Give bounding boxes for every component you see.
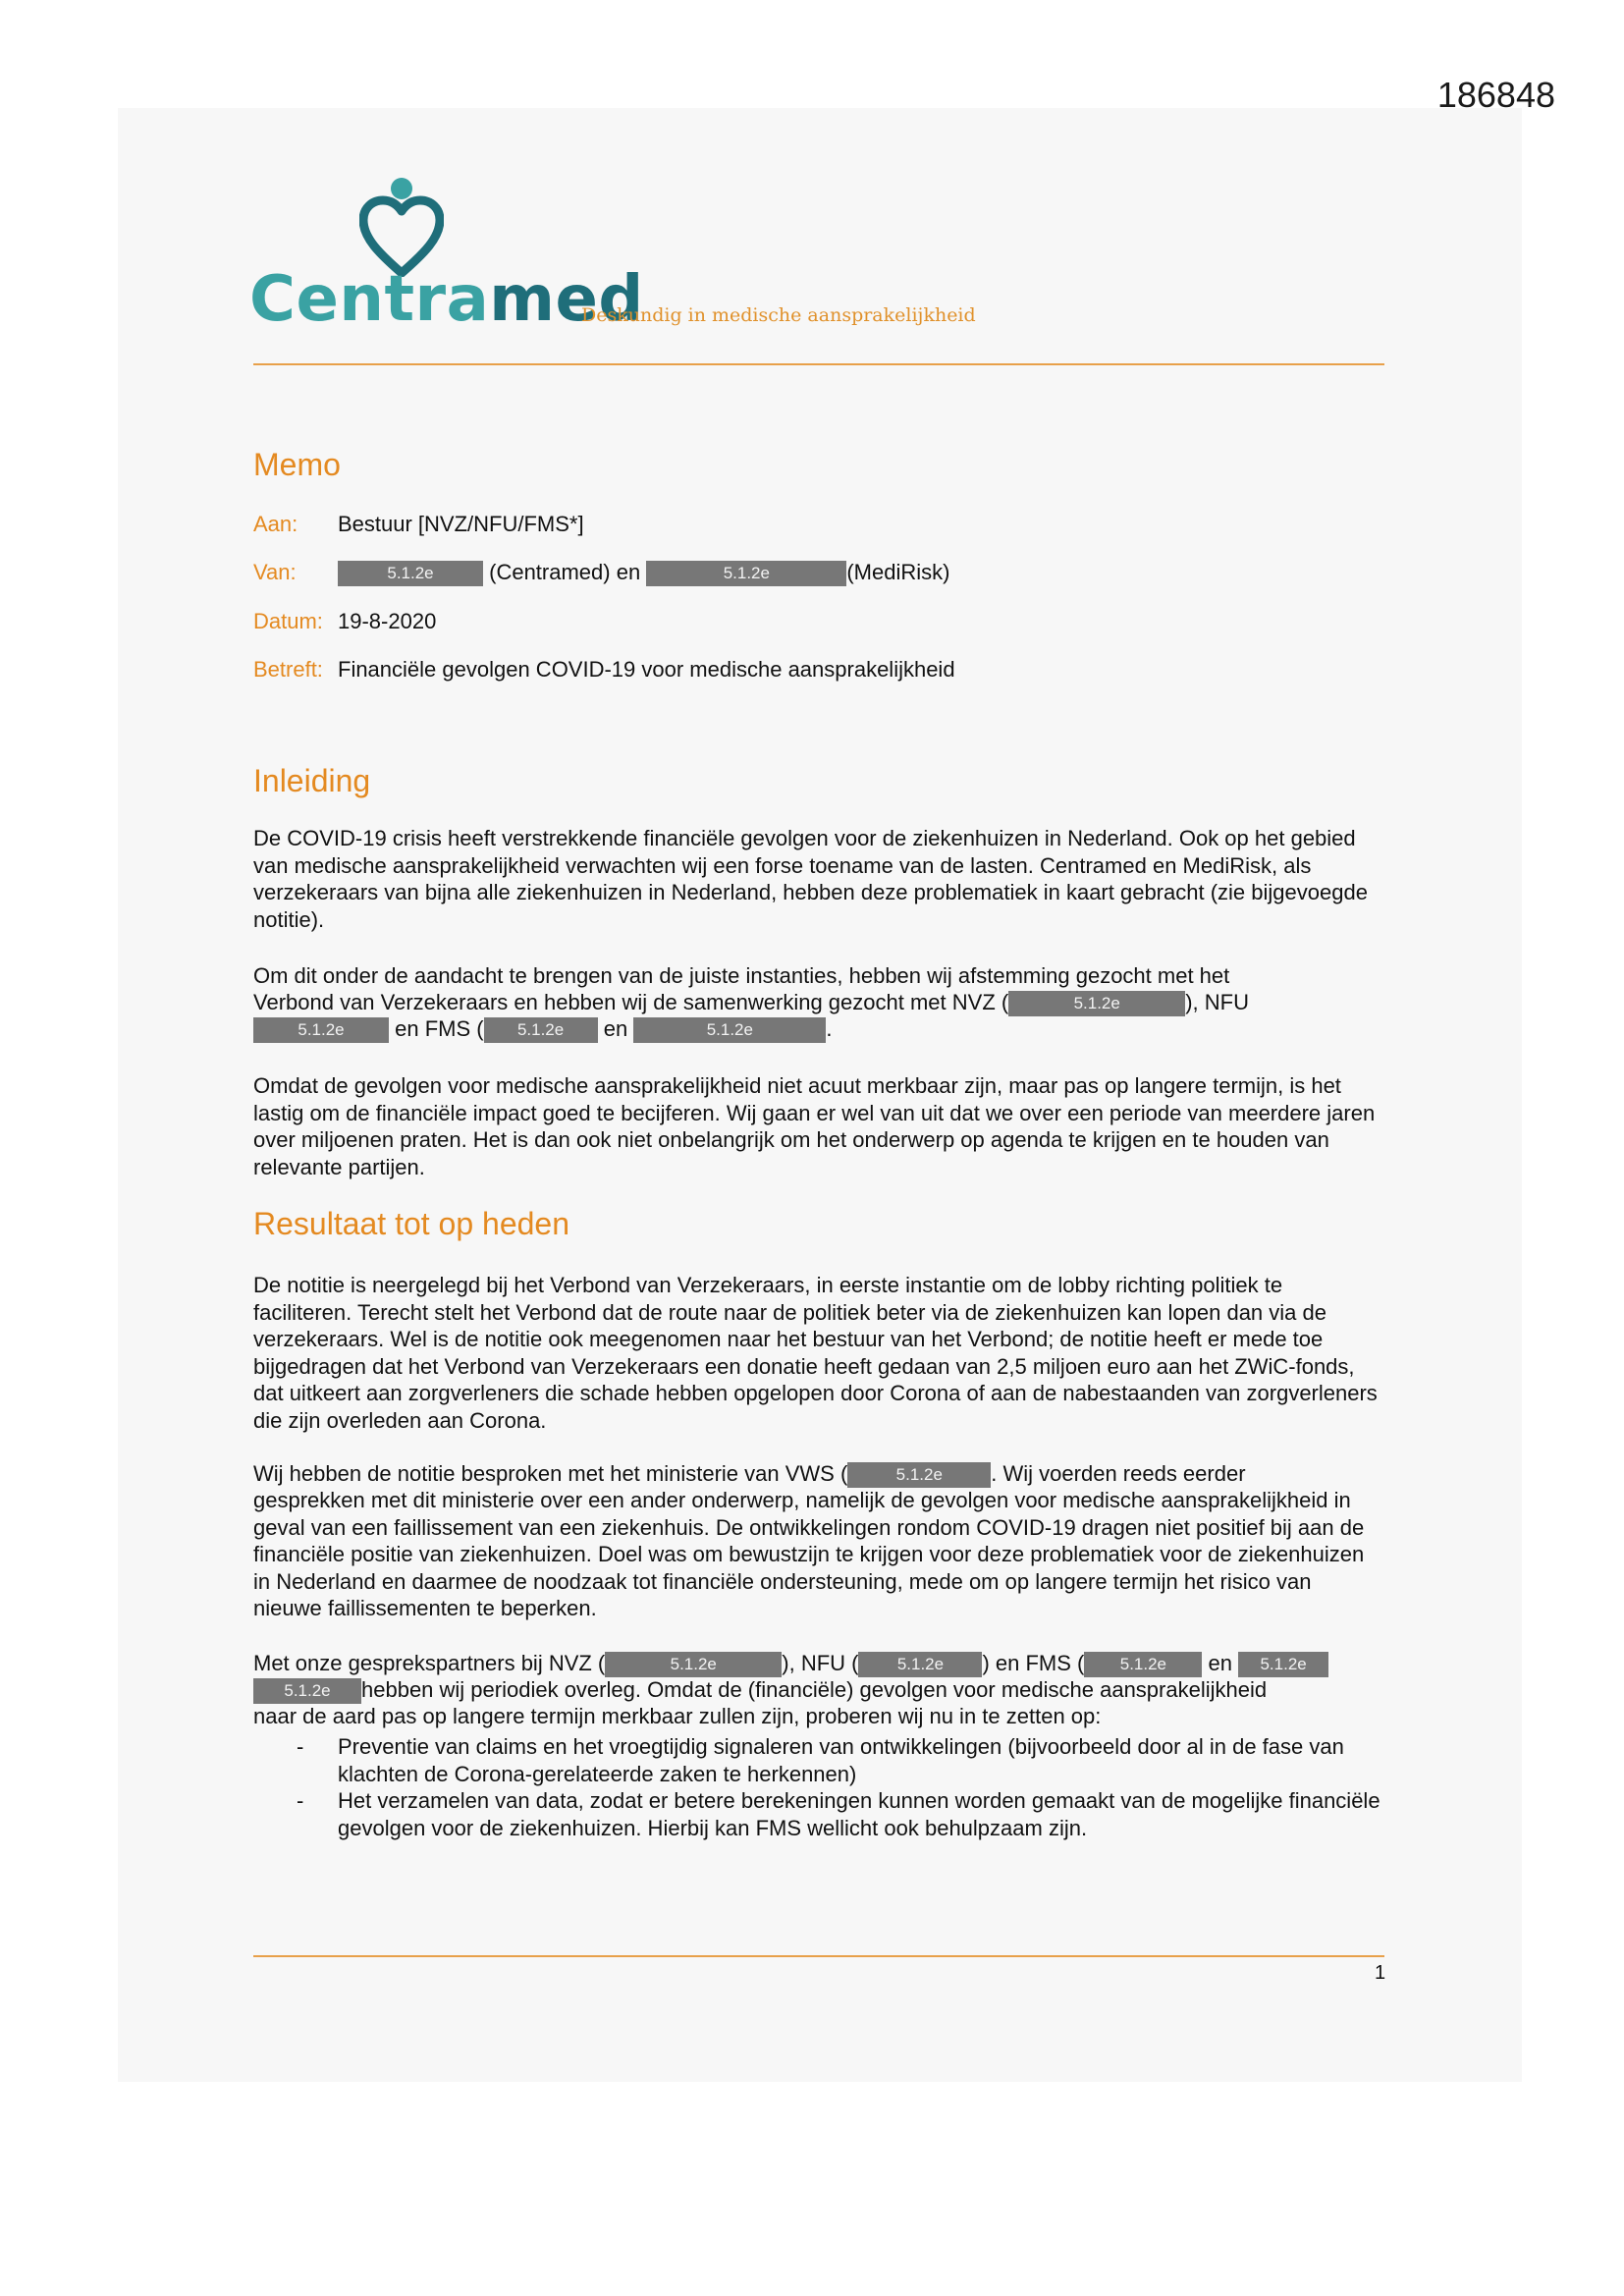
redaction-box: 5.1.2e (633, 1017, 826, 1043)
list-item: - Het verzamelen van data, zodat er betere berekeningen kunnen worden gemaakt van de mogelijke financiële gevolgen voor de ziekenhuizen. Hierbij kan FMS wellicht ook behulpzaam zijn. (253, 1787, 1384, 1841)
section-title-inleiding: Inleiding (253, 763, 371, 798)
inleiding-p2-line-1: Om dit onder de aandacht te brengen van de juiste instanties, hebben wij afstemming gezocht met het (253, 963, 1230, 988)
aan-value: Bestuur [NVZ/NFU/FMS*] (338, 512, 584, 536)
inleiding-paragraph-1: De COVID-19 crisis heeft verstrekkende financiële gevolgen voor de ziekenhuizen in Nederland. Ook op het gebied van medische aansprakelijkheid verwachten wij een forse toename van de lasten. Centramed en MediRisk, als verzekeraars van bijna alle ziekenhuizen in Nederland, hebben deze problematiek in kaart gebracht (zie bijgevoegde notitie). (253, 826, 1368, 932)
footer-divider (253, 1955, 1384, 1957)
van-label: Van: (253, 560, 297, 584)
inleiding-paragraph-3: Omdat de gevolgen voor medische aansprakelijkheid niet acuut merkbaar zijn, maar pas op langere termijn, is het lastig om de financiële impact goed te becijferen. Wij gaan er wel van uit dat we over een periode van meerdere jaren over miljoenen praten. Het is dan ook niet onbelangrijk om het onderwerp op agenda te krijgen en te houden van relevante partijen. (253, 1073, 1376, 1179)
redaction-box: 5.1.2e (253, 1017, 389, 1043)
van-end-text: (MediRisk) (846, 560, 950, 584)
redaction-box: 5.1.2e (858, 1652, 982, 1677)
redaction-box: 5.1.2e (484, 1017, 598, 1043)
resultaat-p3-line-3: naar de aard pas op langere termijn merkbaar zullen zijn, proberen wij nu in te zetten op: (253, 1704, 1102, 1728)
betreft-label: Betreft: (253, 657, 323, 682)
document-id: 186848 (1436, 75, 1555, 115)
datum-label: Datum: (253, 609, 323, 633)
resultaat-p3-line-1: Met onze gesprekspartners bij NVZ ( 5.1.2e ), NFU ( 5.1.2e ) en FMS ( 5.1.2e en 5.1.2e (253, 1650, 1328, 1677)
list-item: - Preventie van claims en het vroegtijdig signaleren van ontwikkelingen (bijvoorbeeld door al in de fase van klachten de Corona-gerelateerde zaken te herkennen) (253, 1733, 1384, 1787)
redaction-box: 5.1.2e (1008, 991, 1185, 1016)
logo-heart-person-icon (359, 175, 444, 277)
redaction-box: 5.1.2e (253, 1678, 361, 1704)
datum-value: 19-8-2020 (338, 609, 437, 633)
page-number: 1 (1375, 1962, 1386, 1984)
resultaat-bullet-list (253, 1733, 1384, 1841)
aan-label: Aan: (253, 512, 298, 536)
redaction-box: 5.1.2e (646, 561, 846, 586)
redaction-box: 5.1.2e (338, 561, 483, 586)
redaction-box: 5.1.2e (847, 1462, 991, 1488)
memo-betreft-row (253, 657, 955, 683)
resultaat-p3-line-2: 5.1.2e hebben wij periodiek overleg. Omdat de (financiële) gevolgen voor medische aansprakelijkheid (253, 1676, 1267, 1704)
memo-datum-row (253, 609, 436, 634)
redaction-box: 5.1.2e (1084, 1652, 1202, 1677)
resultaat-paragraph-2-rest: gesprekken met dit ministerie over een ander onderwerp, namelijk de gevolgen voor medische aansprakelijkheid in geval van een faillissement van een ziekenhuis. De ontwikkelingen rondom COVID-19 dragen niet positief bij aan de financiële positie van ziekenhuizen. Doel was om bewustzijn te krijgen voor deze problematiek voor de ziekenhuizen in Nederland en daarmee de noodzaak tot financiële ondersteuning, mede om op langere termijn het risico van nieuwe faillissementen te beperken. (253, 1488, 1365, 1620)
redaction-box: 5.1.2e (605, 1652, 782, 1677)
header-divider (253, 363, 1384, 365)
section-title-resultaat: Resultaat tot op heden (253, 1206, 570, 1241)
inleiding-p2-line-3: 5.1.2e en FMS ( 5.1.2e en 5.1.2e . (253, 1015, 832, 1043)
memo-title: Memo (253, 447, 341, 482)
memo-aan-row (253, 512, 584, 537)
inleiding-p2-line-2: Verbond van Verzekeraars en hebben wij de samenwerking gezocht met NVZ ( 5.1.2e ), NFU (253, 990, 1249, 1014)
resultaat-p2-line-1: Wij hebben de notitie besproken met het ministerie van VWS ( 5.1.2e . Wij voerden reeds eerder (253, 1461, 1246, 1486)
logo-wordmark: Centramed (249, 263, 644, 336)
van-mid-text: (Centramed) en (489, 560, 641, 584)
resultaat-paragraph-1: De notitie is neergelegd bij het Verbond van Verzekeraars, in eerste instantie om de lobby richting politiek te faciliteren. Terecht stelt het Verbond dat de route naar de politiek beter via de ziekenhuizen kan lopen dan via de verzekeraars. Wel is de notitie ook meegenomen naar het bestuur van het Verbond; de notitie heeft er mede toe bijgedragen dat het Verbond van Verzekeraars een donatie heeft gedaan van 2,5 miljoen euro aan het ZWiC-fonds, dat uitkeert aan zorgverleners die schade hebben opgelopen door Corona of aan de nabestaanden van zorgverleners die zijn overleden aan Corona. (253, 1273, 1378, 1433)
memo-van-row (253, 560, 949, 586)
redaction-box: 5.1.2e (1238, 1652, 1328, 1677)
logo-tagline: Deskundig in medische aansprakelijkheid (581, 304, 976, 326)
betreft-value: Financiële gevolgen COVID-19 voor medische aansprakelijkheid (338, 657, 955, 682)
